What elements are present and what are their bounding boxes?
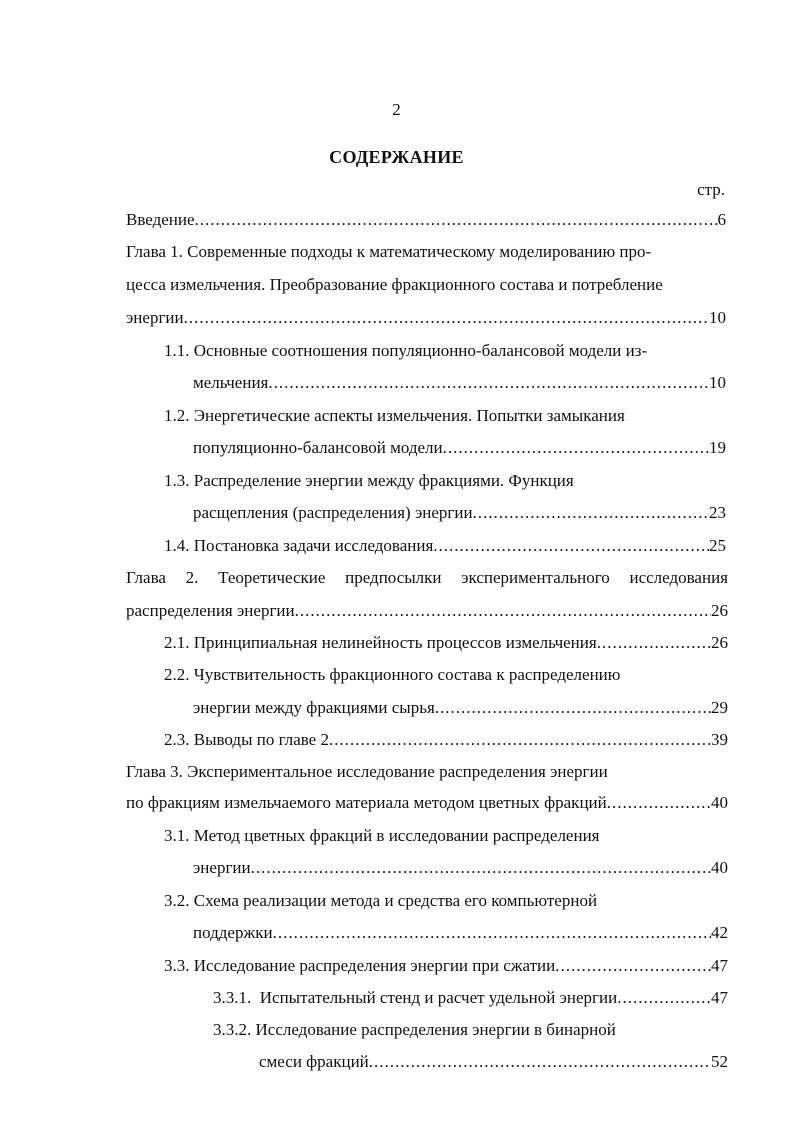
toc-entry-text: 3.3. Исследование распределения энергии при сжатии — [164, 956, 556, 975]
page-column-label: стр. — [697, 180, 725, 199]
toc-entry-1-3-line1: 1.3. Распределение энергии между фракциями. Функция — [164, 471, 574, 490]
toc-leader-dots — [555, 954, 711, 978]
toc-entry-3-1 — [193, 856, 728, 880]
toc-entry-1-1 — [193, 371, 726, 395]
toc-entry-page: 19 — [709, 438, 726, 457]
toc-leader-dots — [597, 631, 711, 655]
toc-entry-1-2 — [193, 436, 726, 460]
toc-entry-text: 2.3. Выводы по главе 2 — [164, 730, 329, 749]
toc-entry-ch1-line2: цесса измельчения. Преобразование фракционного состава и потребление — [126, 275, 663, 294]
word: экспериментального — [461, 568, 610, 587]
toc-entry-2-3 — [164, 728, 728, 752]
toc-entry-page: 25 — [709, 536, 726, 555]
toc-entry-ch3 — [126, 791, 728, 815]
toc-entry-page: 39 — [711, 730, 728, 749]
toc-entry-page: 40 — [711, 793, 728, 812]
toc-entry-text: смеси фракций — [259, 1052, 369, 1071]
toc-entry-text: мельчения — [193, 373, 269, 392]
toc-entry-text: по фракциям измельчаемого материала методом цветных фракций — [126, 793, 607, 812]
toc-entry-text: энергии — [126, 308, 184, 327]
toc-entry-1-1-line1: 1.1. Основные соотношения популяционно-балансовой модели из- — [164, 341, 648, 360]
toc-entry-1-4 — [164, 534, 726, 558]
toc-leader-dots — [195, 208, 718, 232]
toc-entry-3-3-2-line1: 3.3.2. Исследование распределения энергии в бинарной — [213, 1020, 616, 1039]
word: исследования — [629, 568, 728, 587]
toc-leader-dots — [443, 436, 709, 460]
toc-entry-page: 52 — [711, 1052, 728, 1071]
toc-entry-ch3-line1: Глава 3. Экспериментальное исследование распределения энергии — [126, 762, 608, 781]
toc-entry-3-3 — [164, 954, 728, 978]
toc-entry-ch1-line1: Глава 1. Современные подходы к математическому моделированию про- — [126, 242, 652, 261]
toc-entry-page: 42 — [711, 923, 728, 942]
toc-entry-page: 26 — [711, 633, 728, 652]
toc-entry-text: энергии между фракциями сырья — [193, 698, 435, 717]
toc-entry-page: 10 — [709, 308, 726, 327]
toc-leader-dots — [617, 986, 711, 1010]
toc-entry-text: 2.1. Принципиальная нелинейность процессов измельчения — [164, 633, 597, 652]
toc-leader-dots — [607, 791, 711, 815]
toc-entry-text: расщепления (распределения) энергии — [193, 503, 473, 522]
toc-entry-1-2-line1: 1.2. Энергетические аспекты измельчения. Попытки замыкания — [164, 406, 625, 425]
toc-entry-2-2-line1: 2.2. Чувствительность фракционного состава к распределению — [164, 665, 621, 684]
toc-entry-text: популяционно-балансовой модели — [193, 438, 443, 457]
toc-entry-text: 3.3.1. Испытательный стенд и расчет удельной энергии — [213, 988, 618, 1007]
toc-entry-page: 47 — [711, 956, 728, 975]
toc-entry-ch2-line1 — [126, 566, 728, 590]
toc-leader-dots — [251, 856, 711, 880]
toc-entry-text: энергии — [193, 858, 251, 877]
toc-entry-page: 47 — [711, 988, 728, 1007]
toc-entry-3-3-2 — [259, 1050, 728, 1074]
toc-entry-3-2 — [193, 921, 728, 945]
toc-entry-ch1 — [126, 306, 726, 330]
toc-entry-page: 29 — [711, 698, 728, 717]
toc-leader-dots — [273, 921, 711, 945]
toc-leader-dots — [184, 306, 709, 330]
toc-entry-text: поддержки — [193, 923, 273, 942]
word: 2. — [185, 568, 199, 587]
toc-entry-page: 10 — [709, 373, 726, 392]
toc-leader-dots — [295, 599, 711, 623]
toc-entry-text: Введение — [126, 210, 195, 229]
toc-entry-page: 6 — [717, 210, 726, 229]
toc-leader-dots — [329, 728, 711, 752]
toc-entry-page: 23 — [709, 503, 726, 522]
toc-entry-text: распределения энергии — [126, 601, 295, 620]
page-number: 2 — [392, 100, 401, 119]
toc-leader-dots — [473, 501, 709, 525]
word: Глава — [126, 568, 166, 587]
toc-entry-ch2 — [126, 599, 728, 623]
toc-entry-2-2 — [193, 696, 728, 720]
toc-entry-page: 40 — [711, 858, 728, 877]
toc-entry-3-1-line1: 3.1. Метод цветных фракций в исследовании распределения — [164, 826, 600, 845]
toc-entry-page: 26 — [711, 601, 728, 620]
toc-leader-dots — [369, 1050, 711, 1074]
toc-entry-intro — [126, 208, 726, 232]
toc-leader-dots — [268, 371, 709, 395]
toc-entry-2-1 — [164, 631, 728, 655]
word: предпосылки — [345, 568, 442, 587]
toc-entry-3-2-line1: 3.2. Схема реализации метода и средства его компьютерной — [164, 891, 598, 910]
toc-entry-1-3 — [193, 501, 726, 525]
toc-entry-text: 1.4. Постановка задачи исследования — [164, 536, 434, 555]
page-title: СОДЕРЖАНИЕ — [329, 147, 464, 167]
toc-leader-dots — [433, 534, 709, 558]
word: Теоретические — [218, 568, 326, 587]
toc-entry-3-3-1 — [213, 986, 728, 1010]
toc-leader-dots — [435, 696, 711, 720]
